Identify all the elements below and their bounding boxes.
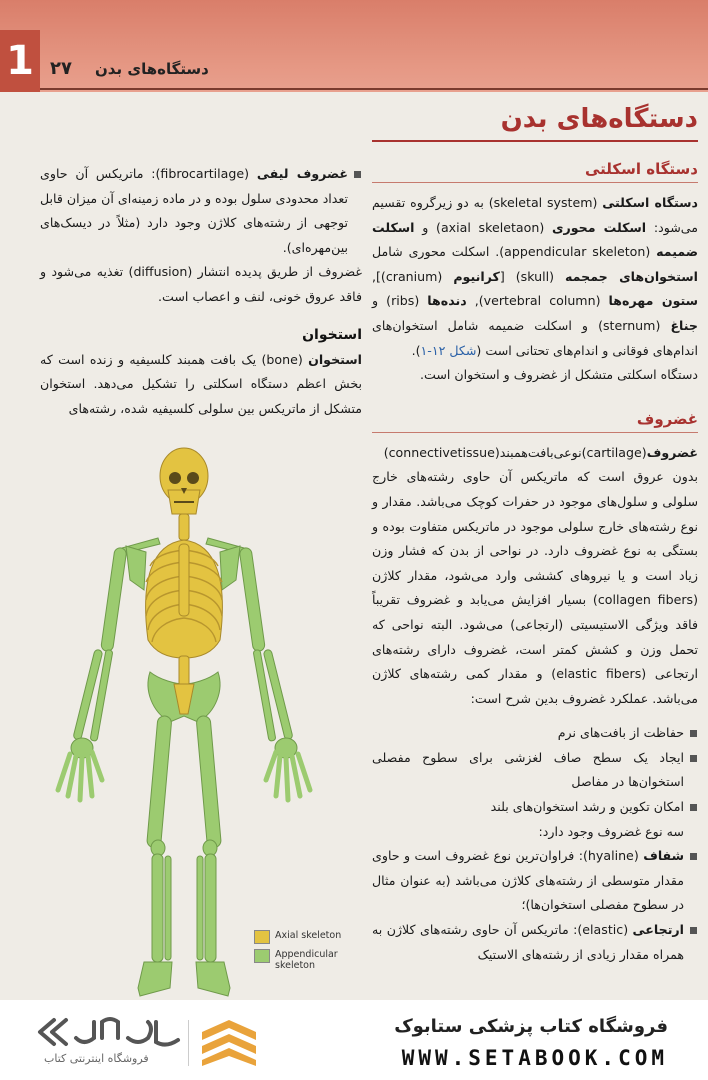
skeletal-paragraph [372,191,698,363]
cartilage-nutrition: غضروف از طریق پدیده انتشار (diffusion) تغذیه می‌شود و فاقد عروق خونی، لنف و اعصاب است. [40,264,362,304]
cartilage-type-fibro [40,162,362,260]
section-heading-bone: استخوان [302,326,362,343]
section-rule [372,182,698,183]
text-run: (elastic): ماتریکس آن حاوی رشته‌های کلاژن به همراه مقدار زیادی از رشته‌های الاستیک [372,922,684,962]
cartilage-functions-list [372,721,698,819]
right-scapula [220,546,240,590]
left-humerus [101,547,127,652]
text-run: (axial skeletaon) و [414,219,552,235]
right-femur [196,715,221,848]
legend-item-axial [254,930,359,944]
header-band [0,0,708,92]
header-rule [40,88,708,90]
title-rule [372,140,698,142]
running-head: دستگاه‌های بدن [95,60,209,78]
term-bold: دستگاه اسکلتی [602,195,699,210]
right-fingers [266,752,310,800]
bone-paragraph [40,348,362,422]
text-run: (cartilage)نوعی‌بافت‌همبند(connectivetissue) بدون عروق است که ماتریکس آن حاوی رشته‌های خارج سلولی و سلول‌های موجود در حفرات کوچک می‌باشد. مقدار و نوع رشته‌های خارج سلولی موجود در ماتریکس متفاوت بوده و بستگی به نوع غضروف دارد. در نواحی از بدن که فشار وزن زیاد است و یا نیروهای کششی وارد می‌شود، مقدار کلاژن (collagen fibers) بسیار افزایش می‌یابد و غضروف تقریباً فاقد ویژگی الاستیسیتی (ارتجاعی) می‌شود. البته نواحی که تحمل وزن و کشش کمتر است، غضروف دارای رشته‌های ارتجاعی (elastic fibers) و مقدار کمی رشته‌های کلاژن می‌باشد. عملکرد غضروف بدین شرح است: [372,444,698,706]
term-bold: ارتجاعی [632,922,684,938]
left-orbit [169,472,181,484]
shop-url[interactable]: WWW.SETABOOK.COM [401,1046,668,1070]
cartilage-types-intro: سه نوع غضروف وجود دارد: [538,823,684,839]
left-femur [147,715,172,848]
term-bold: استخوان‌های جمجمه [565,268,698,284]
text-run: (bone) یک بافت همبند کلسیفیه و زنده است که بخش اعظم دستگاه اسکلتی را تشکیل می‌دهد. استخوان متشکل از ماتریکس بین سلولی کلسیفیه شده، رشته‌های [40,351,362,416]
right-fibula [197,856,203,960]
legend-swatch-axial [254,930,270,944]
cervical-spine [179,514,189,540]
section-rule [372,432,698,433]
term-bold: ستون مهره‌ها [608,293,699,309]
legend-label-appendicular: Appendicular skeleton [275,949,338,971]
left-column [40,162,362,421]
text-run: (skull) [ [499,268,566,284]
term-bold: غضروف لیفی [256,166,348,181]
logo-chevron-bottom [202,1048,256,1066]
right-humerus [239,547,265,652]
legend-label-axial: Axial skeleton [275,930,342,941]
text-run: (fibrocartilage): ماتریکس آن حاوی تعداد محدودی سلول بوده و در ماده زمینه‌ای آن میزان قابل توجهی از رشته‌های کلاژن وجود دارد (مثلاً در دیسک‌های بین‌مهره‌ای). [40,166,348,255]
setabook-logo-wordmark [36,1012,186,1052]
text-run: ). [411,342,421,358]
skeletal-composition: دستگاه اسکلتی متشکل از غضروف و استخوان است. [419,367,698,383]
left-fingers [58,752,102,800]
text-run: (cranium)], [372,268,454,284]
skeleton-illustration [40,440,362,1000]
footer-banner [0,1000,708,1080]
right-column [372,100,698,967]
sternum [179,544,189,616]
text-run: (hyaline): فراوان‌ترین نوع غضروف است و حاوی مقدار متوسطی از رشته‌های کلاژن می‌باشد (به عنوان مثال در سطوح مفصلی استخوان‌ها)؛ [372,848,684,913]
cartilage-paragraph [372,441,698,712]
term-bold: غضروف [646,444,698,460]
cartilage-type-hyaline [372,844,698,918]
term-bold: استخوان [308,351,362,367]
axial-skeleton [146,448,223,714]
right-tibia [205,854,216,962]
logo-separator [188,1020,189,1066]
legend-item-appendicular [254,949,359,971]
left-fibula [165,856,171,960]
term-bold: جناغ [670,317,698,333]
chapter-tab: 1 [0,30,40,92]
text-run: (ribs) و [372,293,428,309]
term-bold: کرانیوم [453,268,500,284]
list-item: حفاظت از بافت‌های نرم [372,721,698,746]
term-bold: دنده‌ها [427,293,467,309]
shop-name: فروشگاه کتاب پزشکی ستابوک [394,1016,668,1037]
figure-legend [254,930,359,976]
text-run: (skeletal system) به دو زیرگروه تقسیم می‌شود: [372,195,698,235]
skeleton-figure [40,440,362,1000]
lumbar-spine [179,656,189,686]
left-foot [138,962,172,996]
left-tibia [152,854,163,962]
text-run: (sternum) و اسکلت ضمیمه شامل استخوان‌های اندام‌های فوقانی و اندام‌های تحتانی است ( [372,317,698,358]
chapter-title: دستگاه‌های بدن [500,104,698,134]
cartilage-type-elastic [372,918,698,967]
right-foot [196,962,230,996]
section-heading-skeletal: دستگاه اسکلتی [584,160,698,178]
figure-reference[interactable]: شکل ۱۲-۱ [420,342,477,358]
logo-subtitle: فروشگاه اینترنتی کتاب [44,1052,149,1065]
list-item: ایجاد یک سطح صاف لغزشی برای سطوح مفصلی استخوان‌ها در مفاصل [372,746,698,795]
text-run: (appendicular skeleton). اسکلت محوری شامل [372,244,657,260]
right-orbit [187,472,199,484]
term-bold: اسکلت محوری [551,219,647,235]
left-scapula [126,546,146,590]
section-heading-cartilage: غضروف [636,409,698,428]
setabook-logo-icon [198,1018,260,1068]
term-bold: اسکلت ضمیمه [372,219,699,260]
text-run: (vertebral column), [466,293,609,309]
legend-swatch-appendicular [254,949,270,963]
page-number: ۲۷ [50,58,72,79]
term-bold: شفاف [643,848,684,864]
list-item: امکان تکوین و رشد استخوان‌های بلند [372,795,698,820]
